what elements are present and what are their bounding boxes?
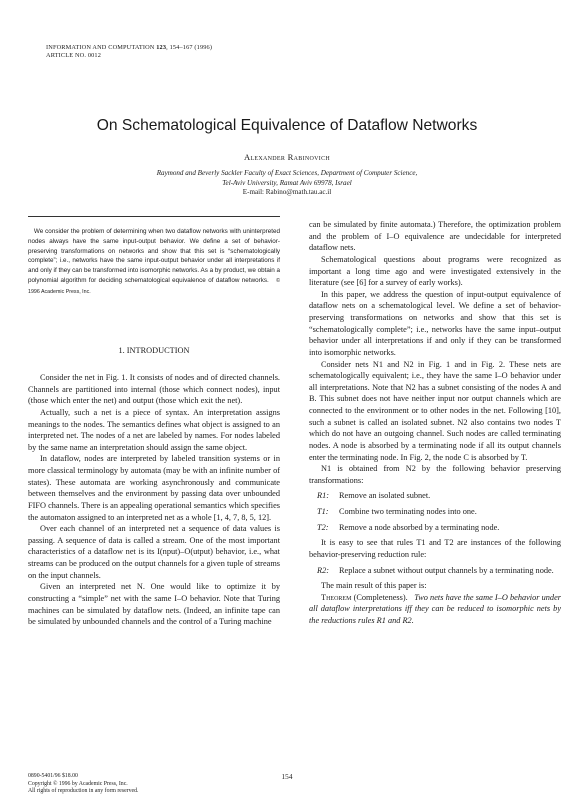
rule-r2 bbox=[309, 565, 561, 577]
theorem-name: (Completeness). bbox=[353, 592, 408, 602]
rule-text: Remove a node absorbed by a terminating node. bbox=[339, 522, 500, 532]
affiliation bbox=[0, 169, 574, 198]
theorem bbox=[309, 592, 561, 627]
rule-text: Combine two terminating nodes into one. bbox=[339, 507, 477, 516]
right-column bbox=[309, 219, 561, 627]
affiliation-line-1: Raymond and Beverly Sackler Faculty of Exact Sciences, Department of Computer Science, bbox=[156, 169, 418, 177]
theorem-text: Two nets have the same I–O behavior under all dataflow interpretations iff they can be reduced to isomorphic nets by the reductions rules R1 and R2. bbox=[309, 592, 561, 625]
paragraph: In this paper, we address the question of input-output equivalence of dataflow nets on a schematological level. We define a set of behavior-preserving transformations on networks and show that this set is “schematologically complete”; i.e., networks have the same input–output behavior under all interpretations if and only if they can be transformed into isomorphic networks. bbox=[309, 289, 561, 357]
paper-title: On Schematological Equivalence of Dataflow Networks bbox=[96, 117, 478, 134]
paragraph: Given an interpreted net N. One would like to optimize it by constructing a “simple” net with the same I–O behavior. Note that Turing machines can be simulated by dataflow nets. (Indeed, an infinite tape can be simulated by unbounded channels and the control of a Turing machine bbox=[28, 582, 280, 627]
paragraph: Schematological questions about programs were recognized as important a long time ago and were investigated extensively in the literature (see [6] for a survey of early works). bbox=[309, 254, 561, 288]
abstract-copyright: © 1996 Academic Press, Inc. bbox=[28, 277, 280, 295]
paragraph: In dataflow, nodes are interpreted by labeled transition systems or in more classical terminology by automata (may be with an infinite number of states). These automata are working asynchronously and communicate between themselves and the environment by passing data over unbounded FIFO channels. There is an appealing operational semantics which specifies the automaton assigned to an interpreted net as a whole [1, 4, 7, 8, 5, 12]. bbox=[28, 454, 280, 522]
journal-citation bbox=[46, 44, 212, 52]
journal-name: INFORMATION AND COMPUTATION bbox=[46, 44, 155, 51]
page-number: 154 bbox=[281, 772, 293, 781]
rule-text: Remove an isolated subnet. bbox=[339, 491, 431, 501]
journal-volume: 123 bbox=[156, 44, 167, 51]
footer-price: 0890-5401/96 $18.00 bbox=[28, 773, 78, 779]
rule-t2 bbox=[309, 522, 561, 534]
left-column bbox=[28, 372, 280, 628]
paragraph: can be simulated by finite automata.) Therefore, the optimization problem and the problem of I–O equivalence are undecidable for interpreted dataflow nets. bbox=[309, 220, 561, 253]
paragraph: Actually, such a net is a piece of syntax. An interpretation assigns meanings to the nodes. The semantics defines what object is assigned to an interpreted net. The nodes of a net are labeled by names. For nodes labeled by the same name an interpretation should assign the same object. bbox=[28, 407, 280, 452]
footer bbox=[28, 773, 138, 796]
author-name: Alexander Rabinovich bbox=[243, 152, 331, 162]
paragraph: It is easy to see that rules T1 and T2 are instances of the following behavior-preserving reduction rule: bbox=[309, 538, 561, 559]
rule-t1 bbox=[309, 506, 561, 518]
rule-label: T2: bbox=[317, 522, 329, 532]
section-heading: 1. INTRODUCTION bbox=[118, 346, 190, 355]
paragraph: N1 is obtained from N2 by the following behavior preserving transformations: bbox=[309, 464, 561, 485]
article-number: ARTICLE NO. 0012 bbox=[46, 52, 102, 60]
rule-label: R1: bbox=[317, 491, 329, 501]
paragraph: Over each channel of an interpreted net a sequence of data values is passing. A sequence of data is called a stream. One of the most important characteristics of a dataflow net is its I(nput)–O(utput) behavior, i.e., what streams can be produced on the output channels for a given tuple of streams on the input channels. bbox=[28, 524, 280, 580]
journal-pages: , 154–167 (1996) bbox=[166, 44, 213, 51]
rule-text: Replace a subnet without output channels by a terminating node. bbox=[339, 565, 554, 575]
journal-header bbox=[46, 44, 212, 61]
rule-label: T1: bbox=[317, 507, 329, 516]
author-email: E-mail: Rabino@math.tau.ac.il bbox=[242, 188, 332, 197]
paragraph: The main result of this paper is: bbox=[321, 581, 427, 591]
paragraph: Consider nets N1 and N2 in Fig. 1 and in Fig. 2. These nets are schematologically equivalent; i.e., they have the same I–O behavior under all interpretations. Note that N2 has a subnet consisting of the nodes A and B. This subnet does not have neither input nor output channels which are connected to the environment or to other nodes in the net. Following [10], such a subnet is called an isolated subnet. N2 also contains two nodes T which do not have an outgoing channel. Such nodes are called terminating nodes. A node is absorbed by a terminating node if all its output channels enter the terminating node. In Fig. 2, the node C is absorbed by T. bbox=[309, 359, 561, 462]
theorem-label: Theorem bbox=[321, 592, 352, 602]
paragraph: Consider the net in Fig. 1. It consists of nodes and of directed channels. Channels are partitioned into internal (those which connect nodes), input (those which enter the net) and output (those which exit the net). bbox=[28, 373, 280, 406]
abstract-text: We consider the problem of determining when two dataflow networks with uninterpreted nodes always have the same input-output behavior. We define a set of behavior-preserving transformations on networks and show that this set is “schematologically complete”; i.e., networks have the same input-output behavior under all interpretations if and only if they can be transformed into isomorphic networks. As a by product, we obtain a polynomial algorithm for deciding schematological equivalence of dataflow networks. bbox=[28, 228, 281, 284]
affiliation-line-2: Tel-Aviv University, Ramat Aviv 69978, Israel bbox=[222, 178, 352, 187]
footer-rights: All rights of reproduction in any form reserved. bbox=[28, 788, 139, 795]
footer-copyright: Copyright © 1996 by Academic Press, Inc. bbox=[28, 780, 128, 787]
rule-r1 bbox=[309, 490, 561, 502]
rule-label: R2: bbox=[317, 565, 329, 575]
abstract bbox=[28, 227, 280, 298]
abstract-top-rule bbox=[28, 216, 280, 217]
